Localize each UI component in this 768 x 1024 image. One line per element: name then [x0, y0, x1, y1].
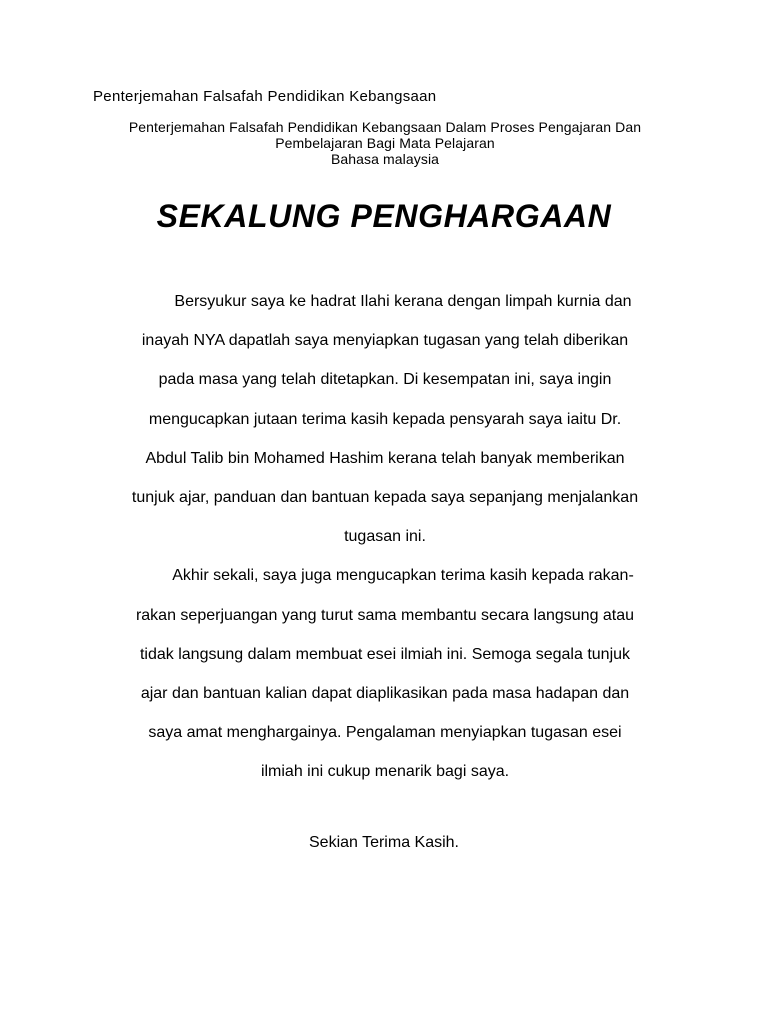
body-line: tunjuk ajar, panduan dan bantuan kepada saya sepanjang menjalankan	[131, 488, 639, 506]
body-line: ajar dan bantuan kalian dapat diaplikasikan pada masa hadapan dan	[140, 684, 630, 702]
document-subtitle	[60, 119, 710, 167]
body-line: Abdul Talib bin Mohamed Hashim kerana telah banyak memberikan	[145, 449, 625, 467]
body-line: saya amat menghargainya. Pengalaman menyiapkan tugasan esei	[148, 724, 622, 742]
document-header-title: Penterjemahan Falsafah Pendidikan Kebangsaan	[93, 88, 437, 105]
body-line: inayah NYA dapatlah saya menyiapkan tugasan yang telah diberikan	[141, 332, 629, 350]
body-line: Akhir sekali, saya juga mengucapkan terima kasih kepada rakan-	[172, 567, 634, 585]
body-line: mengucapkan jutaan terima kasih kepada pensyarah saya iaitu Dr.	[148, 410, 622, 428]
body-line: Bersyukur saya ke hadrat Ilahi kerana dengan limpah kurnia dan	[174, 293, 632, 310]
body-line: tidak langsung dalam membuat esei ilmiah ini. Semoga segala tunjuk	[139, 645, 631, 663]
subtitle-line: Bahasa malaysia	[330, 151, 440, 167]
main-title: SEKALUNG PENGHARGAAN	[156, 198, 612, 234]
body-line: pada masa yang telah ditetapkan. Di kesempatan ini, saya ingin	[158, 371, 612, 389]
closing-line: Sekian Terima Kasih.	[309, 834, 459, 851]
body-line: ilmiah ini cukup menarik bagi saya.	[260, 763, 510, 781]
body-line: rakan seperjuangan yang turut sama membantu secara langsung atau	[135, 606, 635, 624]
subtitle-line: Pembelajaran Bagi Mata Pelajaran	[275, 135, 495, 151]
body-line: tugasan ini.	[344, 528, 426, 546]
subtitle-line: Penterjemahan Falsafah Pendidikan Kebangsaan Dalam Proses Pengajaran Dan	[128, 119, 642, 135]
acknowledgement-body	[60, 289, 710, 798]
